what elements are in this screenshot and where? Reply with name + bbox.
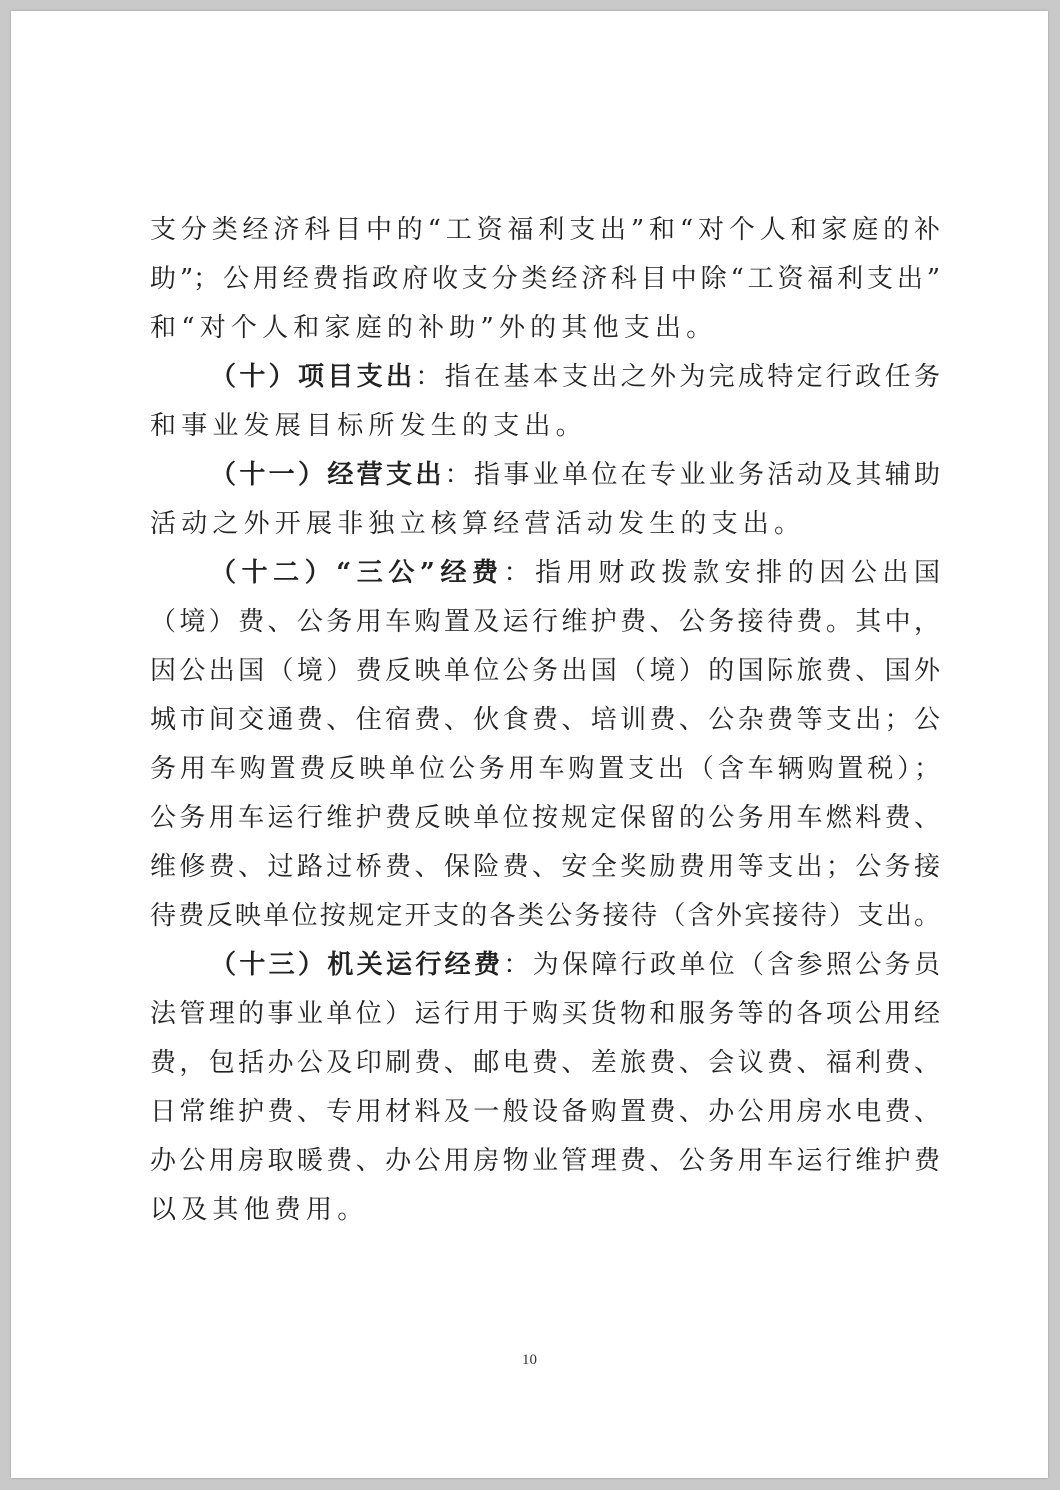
text-line: ：为保障行政单位（含参照公务员 bbox=[503, 950, 940, 980]
text-line: 待费反映单位按规定开支的各类公务接待（含外宾接待）支出。 bbox=[150, 901, 940, 931]
text-line: 日常维护费、专用材料及一般设备购置费、办公用房水电费、 bbox=[150, 1097, 940, 1127]
text-line: 活动之外开展非独立核算经营活动发生的支出。 bbox=[150, 509, 806, 539]
paragraph-eleven-first-line bbox=[150, 451, 940, 500]
text-line: 和事业发展目标所发生的支出。 bbox=[150, 411, 587, 441]
text-line: 城市间交通费、住宿费、伙食费、培训费、公杂费等支出；公 bbox=[150, 705, 940, 735]
text-line: 维修费、过路过桥费、保险费、安全奖励费用等支出；公务接 bbox=[150, 852, 940, 882]
document-page bbox=[11, 11, 1048, 1478]
body-text bbox=[150, 206, 940, 1235]
section-heading: （十二）“三公”经费 bbox=[210, 558, 504, 588]
text-line: 务用车购置费反映单位公务用车购置支出（含车辆购置税）； bbox=[150, 754, 940, 784]
paragraph-thirteen-first-line bbox=[150, 941, 940, 990]
page-number: 10 bbox=[522, 1352, 537, 1368]
text-line: 支分类经济科目中的“工资福利支出”和“对个人和家庭的补 bbox=[150, 215, 940, 245]
text-line: 公务用车运行维护费反映单位按规定保留的公务用车燃料费、 bbox=[150, 803, 940, 833]
text-line: ：指在基本支出之外为完成特定行政任务 bbox=[415, 362, 940, 392]
text-line: 助”；公用经费指政府收支分类经济科目中除“工资福利支出” bbox=[150, 264, 940, 294]
text-line: 和“对个人和家庭的补助”外的其他支出。 bbox=[150, 313, 718, 343]
section-heading: （十三）机关运行经费 bbox=[210, 950, 504, 980]
text-line: 以及其他费用。 bbox=[150, 1195, 369, 1225]
text-line: （境）费、公务用车购置及运行维护费、公务接待费。其中， bbox=[150, 607, 940, 637]
text-line: ：指事业单位在专业业务活动及其辅助 bbox=[444, 460, 940, 490]
text-line: 因公出国（境）费反映单位公务出国（境）的国际旅费、国外 bbox=[150, 656, 940, 686]
paragraph-ten-first-line bbox=[150, 353, 940, 402]
text-line: 法管理的事业单位）运行用于购买货物和服务等的各项公用经 bbox=[150, 999, 940, 1029]
paragraph-twelve-first-line bbox=[150, 549, 940, 598]
text-line: 办公用房取暖费、办公用房物业管理费、公务用车运行维护费 bbox=[150, 1146, 940, 1176]
text-line: ：指用财政拨款安排的因公出国 bbox=[503, 558, 940, 588]
text-line: 费，包括办公及印刷费、邮电费、差旅费、会议费、福利费、 bbox=[150, 1048, 940, 1078]
section-heading: （十一）经营支出 bbox=[210, 460, 445, 490]
section-heading: （十）项目支出 bbox=[210, 362, 416, 392]
